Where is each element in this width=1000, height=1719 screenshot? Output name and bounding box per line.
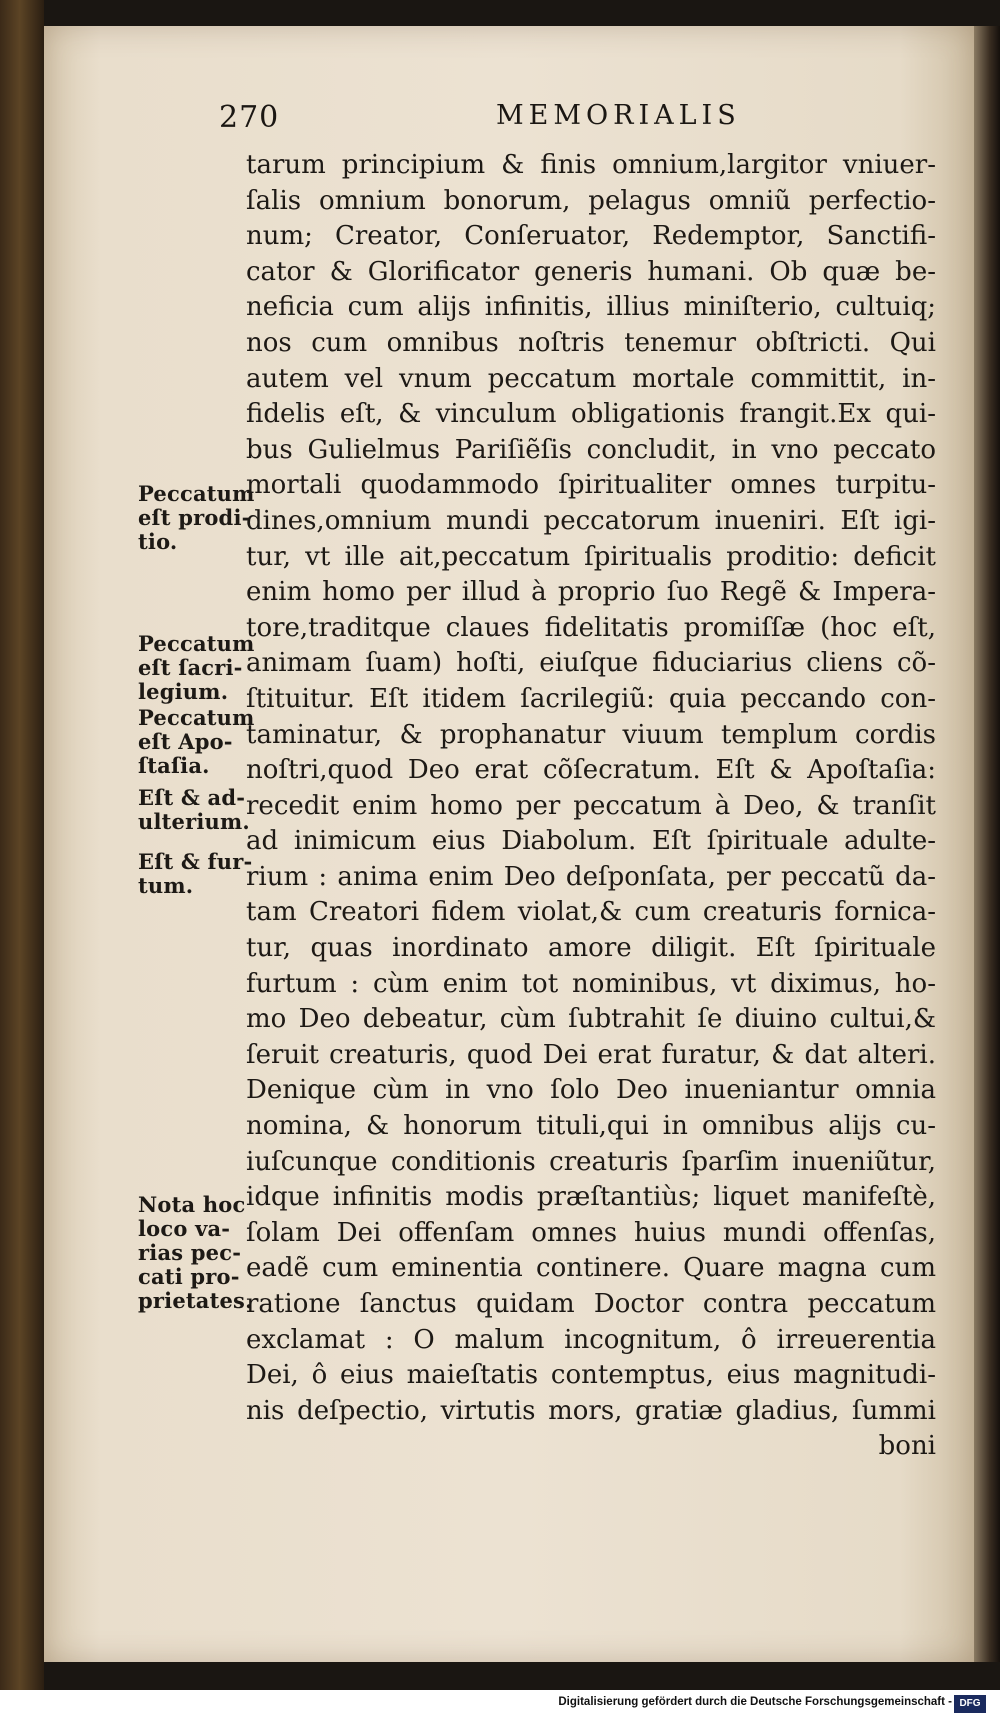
text-line: tam Creatori fidem violat,& cum creaturis fornica-: [246, 897, 936, 928]
text-line: iuſcunque conditionis creaturis ſparſim inueniũtur,: [246, 1146, 936, 1177]
book-page: [44, 26, 974, 1662]
text-line: neficia cum alijs infinitis, illius miniſterio, cultuiq;: [246, 292, 936, 323]
marginal-note: [138, 706, 255, 778]
marginal-note-line: loco va-: [138, 1216, 231, 1241]
text-line: fidelis eſt, & vinculum obligationis frangit.Ex qui-: [246, 399, 936, 430]
text-line: tarum principium & finis omnium,largitor vniuer-: [246, 150, 936, 180]
marginal-note-line: Peccatum: [138, 631, 255, 656]
text-line: ratione ſanctus quidam Doctor contra peccatum: [246, 1289, 936, 1319]
right-page-edge: [974, 26, 1000, 1662]
marginal-note: [138, 850, 252, 898]
text-line: tur, quas inordinato amore diligit. Eſt ſpirituale: [246, 933, 936, 964]
text-line: nis deſpectio, virtutis mors, gratiæ gladius, ſummi: [246, 1395, 936, 1426]
main-text-block: [246, 148, 936, 1465]
marginal-note-line: cati pro-: [138, 1264, 240, 1289]
dfg-logo: DFG: [954, 1695, 986, 1713]
marginal-note-line: tum.: [138, 873, 194, 898]
marginal-note-line: rias pec-: [138, 1240, 242, 1265]
text-line: eadẽ cum eminentia continere. Quare magna cum: [246, 1253, 936, 1284]
marginal-note: [138, 482, 255, 554]
text-line: autem vel vnum peccatum mortale committit, in-: [246, 363, 936, 394]
marginal-note-line: tio.: [138, 529, 178, 554]
marginal-note-line: Nota hoc: [138, 1192, 246, 1217]
left-cover-edge: [0, 0, 44, 1690]
marginal-note-line: Eſt & fur-: [138, 849, 253, 874]
text-line: Dei, ô eius maieſtatis contemptus, eius magnitudi-: [246, 1360, 936, 1391]
text-line: nos cum omnibus noſtris tenemur obſtricti. Qui: [246, 327, 936, 358]
text-line: boni: [878, 1431, 936, 1462]
text-line: ſtituitur. Eſt itidem ſacrilegiũ: quia peccando con-: [246, 683, 936, 714]
text-line: mo Deo debeatur, cùm ſubtrahit ſe diuino cultui,&: [246, 1004, 936, 1035]
text-line: taminatur, & prophanatur viuum templum cordis: [246, 719, 936, 750]
marginal-note-line: prietates.: [138, 1288, 253, 1313]
marginal-note: [138, 1193, 253, 1313]
text-line: rium : anima enim Deo deſponſata, per peccatũ da-: [246, 861, 936, 892]
text-line: ſalis omnium bonorum, pelagus omniũ perfectio-: [246, 185, 936, 216]
marginal-note-line: Eſt & ad-: [138, 785, 246, 810]
text-line: exclamat : O malum incognitum, ô irreuerentia: [246, 1324, 936, 1355]
running-head: [44, 100, 974, 144]
marginal-note: [138, 632, 255, 704]
text-line: dines,omnium mundi peccatorum inueniri. Eſt igi-: [246, 505, 936, 536]
funding-credit: Digitalisierung gefördert durch die Deutsche Forschungsgemeinschaft -: [558, 1696, 952, 1708]
marginal-note-line: eſt prodi-: [138, 505, 251, 530]
text-line: mortali quodammodo ſpiritualiter omnes turpitu-: [246, 470, 936, 501]
page-number: 270: [219, 100, 280, 135]
marginal-note-line: ſtaſia.: [138, 753, 210, 778]
marginal-note-line: legium.: [138, 679, 229, 704]
text-line: noſtri,quod Deo erat cõſecratum. Eſt & Apoſtaſia:: [246, 755, 936, 786]
text-line: ſolam Dei offenſam omnes huius mundi offenſas,: [246, 1217, 936, 1248]
marginal-note: [138, 786, 250, 834]
text-line: enim homo per illud à proprio ſuo Regẽ & Impera-: [246, 577, 936, 608]
text-line: Denique cùm in vno ſolo Deo inueniantur omnia: [246, 1075, 936, 1106]
text-line: ad inimicum eius Diabolum. Eſt ſpirituale adulte-: [246, 826, 936, 857]
marginal-note-line: Peccatum: [138, 481, 255, 506]
text-line: num; Creator, Conſeruator, Redemptor, Sanctifi-: [246, 221, 936, 252]
running-title: MEMORIALIS: [496, 100, 741, 131]
marginal-note-line: eſt Apo-: [138, 729, 233, 754]
text-line: idque infinitis modis præſtantiùs; liquet manifeſtè,: [246, 1182, 936, 1213]
text-line: furtum : cùm enim tot nominibus, vt diximus, ho-: [246, 968, 936, 999]
marginal-note-line: eſt ſacri-: [138, 655, 243, 680]
text-line: nomina, & honorum tituli,qui in omnibus alijs cu-: [246, 1111, 936, 1142]
text-line: animam ſuam) hoſti, eiuſque fiduciarius cliens cõ-: [246, 648, 936, 679]
text-line: ſeruit creaturis, quod Dei erat furatur, & dat alteri.: [246, 1039, 936, 1070]
text-line: tur, vt ille ait,peccatum ſpiritualis proditio: deficit: [246, 541, 936, 572]
text-line: bus Gulielmus Pariſiẽſis concludit, in vno peccato: [246, 434, 936, 465]
marginal-note-line: Peccatum: [138, 705, 255, 730]
text-line: recedit enim homo per peccatum à Deo, & tranſit: [246, 790, 936, 821]
digitization-footer: [0, 1690, 1000, 1719]
text-line: cator & Glorificator generis humani. Ob quæ be-: [246, 256, 936, 287]
marginal-note-line: ulterium.: [138, 809, 250, 834]
text-line: tore,traditque claues fidelitatis promiſſæ (hoc eſt,: [246, 612, 936, 643]
